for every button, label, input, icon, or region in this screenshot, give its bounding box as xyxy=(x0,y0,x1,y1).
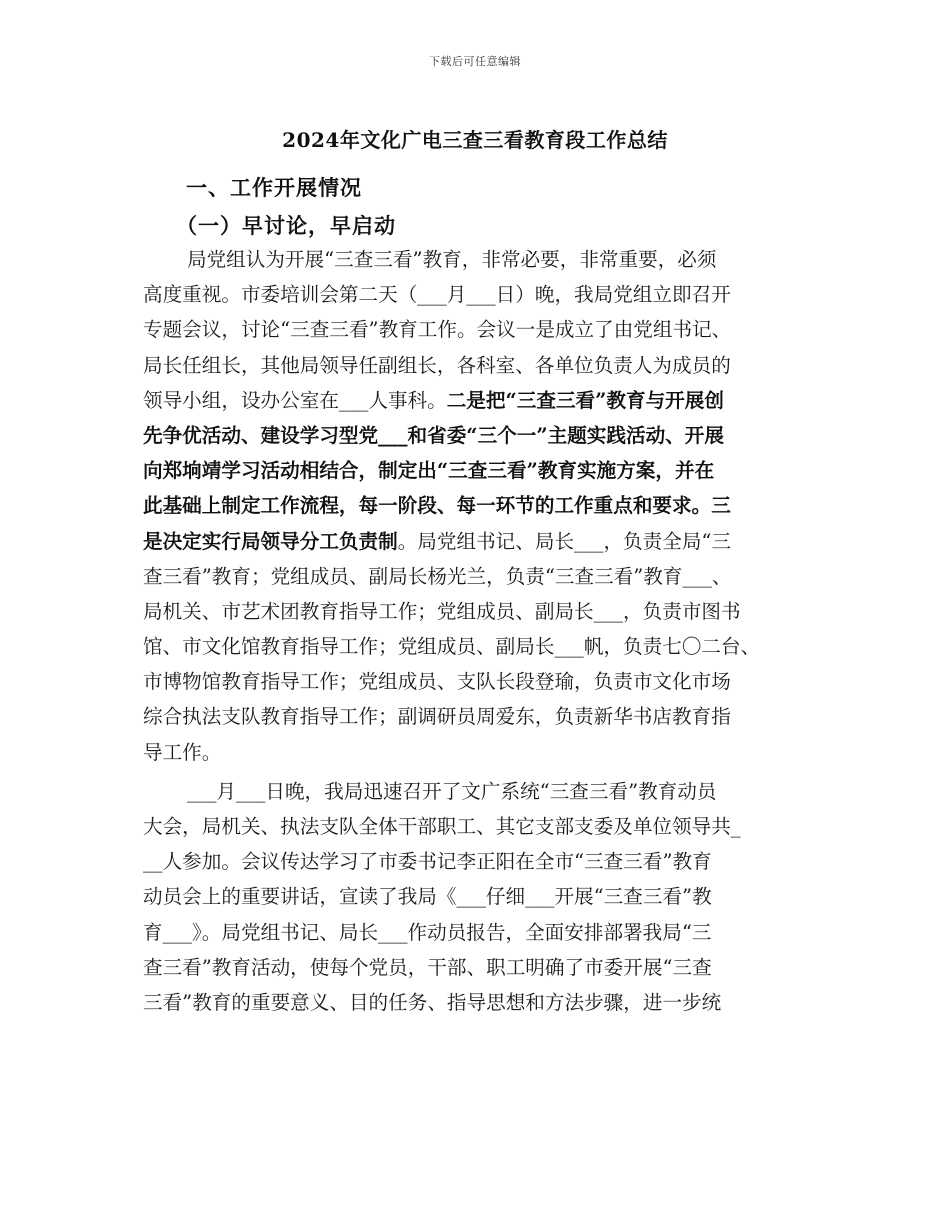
paragraph-line xyxy=(143,453,811,488)
bold-text-run: 此基础上制定工作流程，每一阶段、每一环节的工作重点和要求。三 xyxy=(143,494,731,518)
paragraph-line xyxy=(143,277,811,312)
bold-text-run: 向郑垧靖学习活动相结合，制定出“三查三看”教育实施方案，并在 xyxy=(143,459,715,483)
paragraph-line xyxy=(143,383,811,418)
paragraph-line: 查三看”教育活动，使每个党员，干部、职工明确了市委开展“三查 xyxy=(143,955,712,979)
paragraph-line xyxy=(143,524,811,559)
bold-text-run: 二是把“三查三看”教育与开展创 xyxy=(446,388,724,412)
text-run: 局长任组长，其他局领导任副组长，各科室、各单位负责人为成员的 xyxy=(143,353,731,377)
paragraph-line xyxy=(143,418,811,453)
text-run: 综合执法支队教育指导工作；副调研员周爱东，负责新华书店教育指 xyxy=(143,705,731,729)
paragraph-line xyxy=(143,559,811,594)
text-run: 领导小组，设办公室在___人事科。 xyxy=(143,388,447,412)
section-heading: 一、工作开展情况 xyxy=(186,175,362,200)
header-note: 下载后可任意编辑 xyxy=(429,55,521,68)
bold-text-run: 是决定实行局领导分工负责制 xyxy=(143,529,398,553)
paragraph-line xyxy=(143,735,811,770)
paragraph-line xyxy=(143,664,811,699)
subsection-heading: （一）早讨论，早启动 xyxy=(176,213,396,238)
paragraph-line: __人参加。会议传达学习了市委书记李正阳在全市“三查三看”教育 xyxy=(143,850,712,874)
text-run: 局机关、市艺术团教育指导工作；党组成员、副局长___，负责市图书 xyxy=(143,599,741,623)
paragraph-line: 三看”教育的重要意义、目的任务、指导思想和方法步骤，进一步统 xyxy=(143,990,722,1014)
paragraph-line: 动员会上的重要讲话，宣读了我局《___仔细___开展“三查三看”教 xyxy=(143,885,712,909)
text-run: 局党组认为开展“三查三看”教育，非常必要，非常重要，必须 xyxy=(187,248,717,271)
text-run: 。局党组书记、局长___，负责全局“三 xyxy=(397,529,732,553)
paragraph-line xyxy=(143,699,811,734)
text-run: 高度重视。市委培训会第二天（___月___日）晚，我局党组立即召开 xyxy=(143,283,731,307)
text-run: 专题会议，讨论“三查三看”教育工作。会议一是成立了由党组书记、 xyxy=(143,318,732,342)
paragraph-line xyxy=(143,594,811,629)
document-title: 2024年文化广电三查三看教育段工作总结 xyxy=(282,128,668,152)
paragraph-line xyxy=(143,242,811,277)
paragraph-line xyxy=(143,488,811,523)
paragraph-line: ___月___日晚，我局迅速召开了文广系统“三查三看”教育动员 xyxy=(187,779,717,803)
paragraph-line: 大会，局机关、执法支队全体干部职工、其它支部支委及单位领导共_ xyxy=(143,815,741,838)
paragraph-line xyxy=(143,629,811,664)
text-run: 市博物馆教育指导工作；党组成员、支队长段登瑜，负责市文化市场 xyxy=(143,670,731,694)
text-run: 馆、市文化馆教育指导工作；党组成员、副局长___帆，负责七〇二台、 xyxy=(143,635,761,659)
bold-text-run: 先争优活动、建设学习型党___和省委“三个一”主题实践活动、开展 xyxy=(143,423,724,447)
text-run: 导工作。 xyxy=(143,740,222,764)
paragraph-line xyxy=(143,348,811,383)
paragraph-line: 育___》。局党组书记、局长___作动员报告，全面安排部署我局“三 xyxy=(143,920,712,944)
text-run: 查三看”教育；党组成员、副局长杨光兰，负责“三查三看”教育___、 xyxy=(143,564,732,588)
document-body xyxy=(143,242,811,1020)
paragraph-line xyxy=(143,312,811,347)
